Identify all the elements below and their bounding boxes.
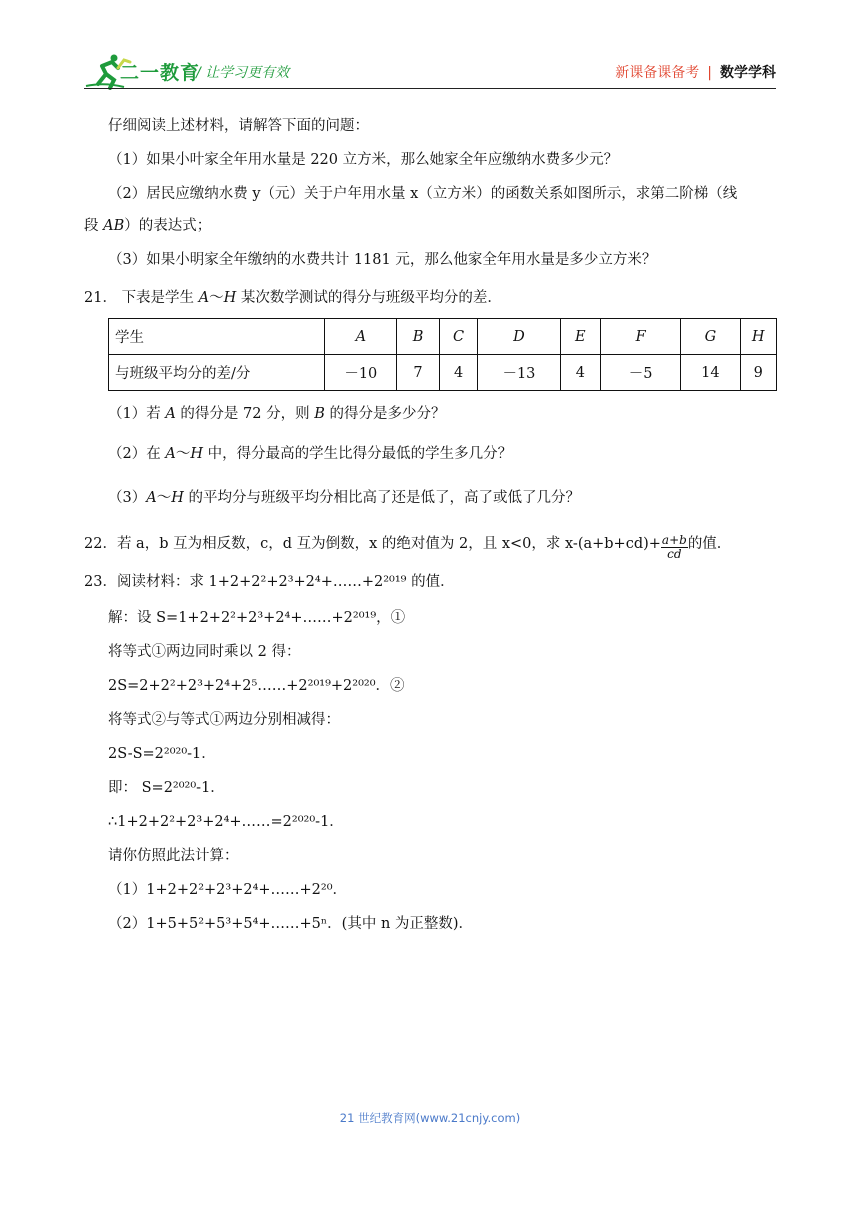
q23-title: 23．阅读材料：求 1+2+2²+2³+2⁴+……+2²⁰¹⁹ 的值．: [84, 574, 455, 590]
table-cell-student: D: [478, 319, 560, 355]
q21-stem: 21． 下表是学生 A～H 某次数学测试的得分与班级平均分的差．: [84, 290, 502, 306]
q22-text: 22．若 a，b 互为相反数，c，d 互为倒数，x 的绝对值为 2，且 x<0，求 x-(a+b+cd)+ $\frac{a+b}{cd}$ 的值．: [84, 533, 732, 561]
q21-part2: （2）在 A～H 中，得分最高的学生比得分最低的学生多几分？: [108, 446, 513, 462]
table-cell-diff: 9: [740, 355, 776, 391]
table-cell-student: H: [740, 319, 776, 355]
table-cell-diff: 7: [397, 355, 440, 391]
header-subject: [615, 62, 776, 82]
q23-line1: 解：设 S=1+2+2²+2³+2⁴+……+2²⁰¹⁹，①: [108, 610, 406, 626]
page-header: [0, 0, 860, 96]
fraction-a-plus-b-over-cd: $\frac{a+b}{cd}$: [661, 533, 687, 561]
q22-number: 22．: [84, 536, 117, 552]
table-cell-diff: 4: [439, 355, 477, 391]
q20-part2-line1: （2）居民应缴纳水费 y（元）关于户年用水量 x（立方米）的函数关系如图所示，求第二阶梯（线: [108, 186, 738, 202]
q23-line4: 将等式②与等式①两边分别相减得：: [108, 712, 340, 728]
table-cell-student: E: [560, 319, 601, 355]
q20-part1: （1）如果小叶家全年用水量是 220 立方米，那么她家全年应缴纳水费多少元？: [108, 152, 619, 168]
table-cell-student: B: [397, 319, 440, 355]
q20-part2-line2: 段 AB）的表达式；: [84, 218, 212, 234]
table-cell-diff: －13: [478, 355, 560, 391]
header-divider: |: [707, 65, 712, 81]
q23-number: 23．: [84, 574, 117, 590]
table-header-label: 学生: [109, 319, 325, 355]
table-cell-diff: －10: [325, 355, 397, 391]
table-cell-student: G: [681, 319, 740, 355]
q23-line7: ∴1+2+2²+2³+2⁴+……=2²⁰²⁰-1．: [108, 814, 344, 830]
q23-line8: 请你仿照此法计算：: [108, 848, 239, 864]
table-cell-student: A: [325, 319, 397, 355]
table-cell-student: C: [439, 319, 477, 355]
table-row: [109, 355, 777, 391]
q21-part3: （3）A～H 的平均分与班级平均分相比高了还是低了，高了或低了几分？: [108, 490, 580, 506]
slogan: / 让学习更有效: [196, 65, 290, 81]
q21-number: 21．: [84, 290, 117, 306]
score-diff-table: [108, 318, 777, 391]
q23-part1: （1）1+2+2²+2³+2⁴+……+2²⁰．: [108, 882, 348, 898]
header-rule: [84, 88, 776, 89]
q23-line3: 2S=2+2²+2³+2⁴+2⁵……+2²⁰¹⁹+2²⁰²⁰．②: [108, 678, 405, 694]
q21-part1: （1）若 A 的得分是 72 分，则 B 的得分是多少分？: [108, 406, 446, 422]
table-cell-diff: 14: [681, 355, 740, 391]
subject-label: 数学学科: [720, 65, 776, 81]
table-cell-student: F: [601, 319, 681, 355]
q23-line5: 2S-S=2²⁰²⁰-1．: [108, 746, 216, 762]
q23-part2: （2）1+5+5²+5³+5⁴+……+5ⁿ．(其中 n 为正整数)．: [108, 916, 474, 932]
q23-line6: 即： S=2²⁰²⁰-1．: [108, 780, 225, 796]
table-cell-diff: －5: [601, 355, 681, 391]
intro-text: 仔细阅读上述材料，请解答下面的问题：: [108, 118, 369, 134]
table-header-row: [109, 319, 777, 355]
q23-line2: 将等式①两边同时乘以 2 得：: [108, 644, 301, 660]
course-label: 新课备课备考: [615, 65, 700, 81]
q20-part3: （3）如果小明家全年缴纳的水费共计 1181 元，那么他家全年用水量是多少立方米？: [108, 252, 657, 268]
logo-text: 二一教育: [120, 62, 201, 84]
table-row-label: 与班级平均分的差/分: [109, 355, 325, 391]
table-cell-diff: 4: [560, 355, 601, 391]
page-footer: 21 世纪教育网(www.21cnjy.com): [339, 1111, 521, 1125]
